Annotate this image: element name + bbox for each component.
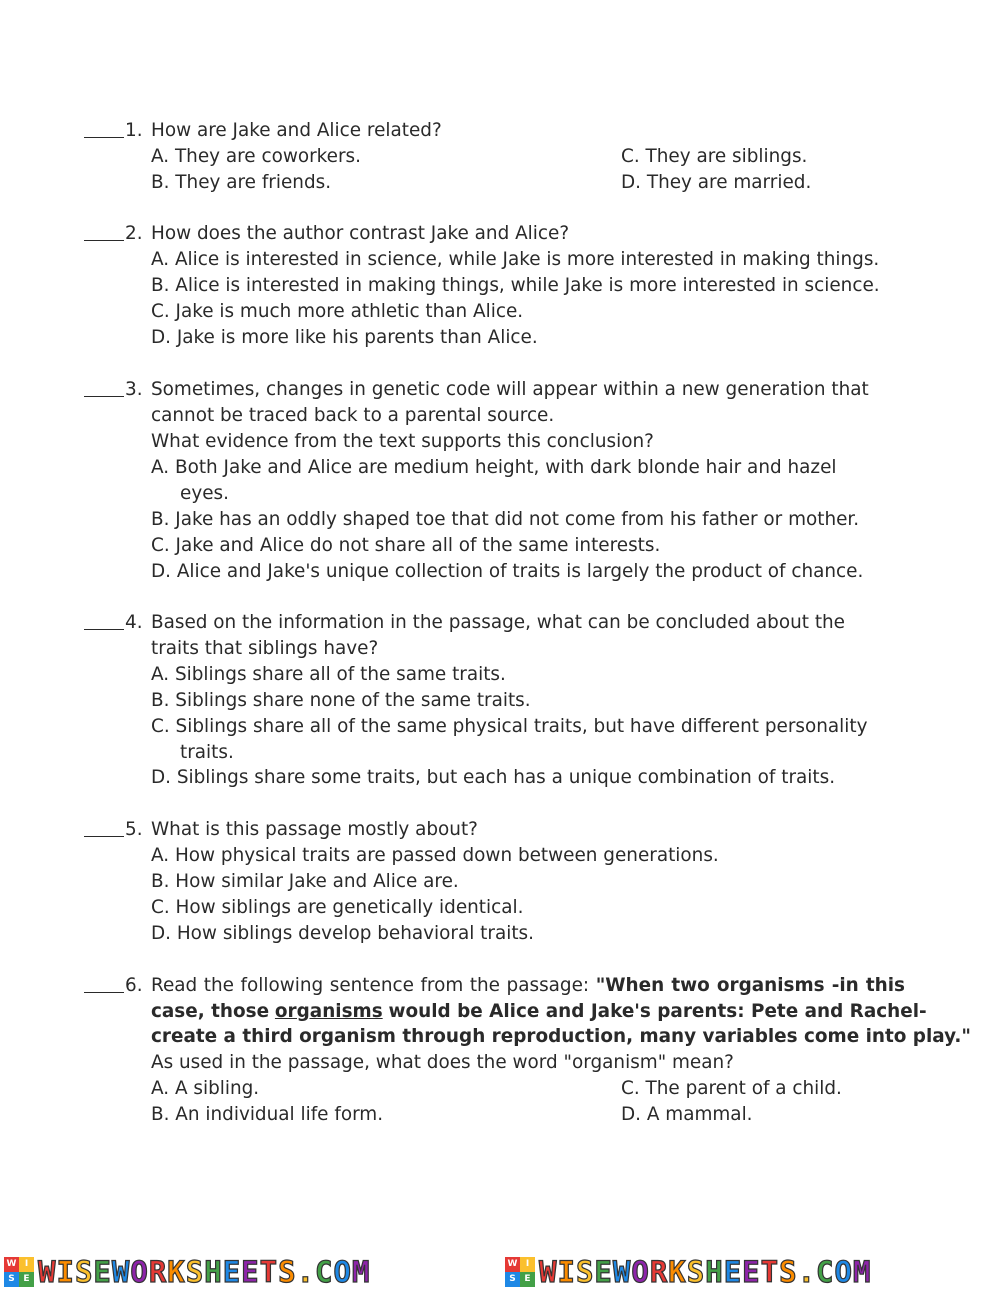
logo-squares-icon: W I S E [4, 1257, 34, 1287]
brand-letter: . [797, 1255, 817, 1289]
answer-blank-1[interactable] [84, 118, 124, 138]
option-d[interactable]: D. How siblings develop behavioral traits. [151, 923, 534, 944]
footer-watermark [0, 1254, 1000, 1290]
question-stem: Sometimes, changes in genetic code will appear within a new generation that [151, 379, 869, 400]
brand-letter: S [779, 1255, 798, 1289]
option-c[interactable]: C. How siblings are genetically identical. [151, 897, 524, 918]
quoted-sentence-line3: create a third organism through reproduction, many variables come into play." [151, 1026, 971, 1047]
question-number: 5. [125, 819, 143, 840]
option-a[interactable]: A. Alice is interested in science, while Jake is more interested in making things. [151, 249, 880, 270]
brand-letter: E [93, 1255, 112, 1289]
answer-blank-6[interactable] [84, 973, 124, 993]
brand-letter: W [111, 1255, 131, 1289]
option-b[interactable]: B. Alice is interested in making things, while Jake is more interested in science. [151, 275, 880, 296]
option-b[interactable]: B. They are friends. [151, 172, 332, 193]
option-a[interactable]: A. How physical traits are passed down between generations. [151, 845, 719, 866]
brand-letter: S [278, 1255, 297, 1289]
question-stem: What is this passage mostly about? [151, 819, 478, 840]
brand-logo-right [505, 1254, 871, 1290]
question-stem [151, 973, 905, 999]
option-d[interactable]: D. Alice and Jake's unique collection of traits is largely the product of chance. [151, 561, 864, 582]
brand-letter: S [575, 1255, 595, 1289]
brand-letter: O [631, 1255, 650, 1289]
option-b[interactable]: B. How similar Jake and Alice are. [151, 871, 459, 892]
brand-letter: H [204, 1255, 223, 1289]
answer-blank-3[interactable] [84, 377, 124, 397]
option-c[interactable]: C. Jake is much more athletic than Alice. [151, 301, 524, 322]
brand-letter: R [148, 1255, 168, 1289]
question-stem-continued: traits that siblings have? [151, 638, 379, 659]
option-c-continued[interactable]: traits. [180, 742, 234, 763]
brand-text [38, 1255, 370, 1289]
brand-letter: K [167, 1255, 186, 1289]
option-b[interactable]: B. Jake has an oddly shaped toe that did not come from his father or mother. [151, 509, 860, 530]
brand-letter: W [38, 1255, 57, 1289]
brand-letter: R [649, 1255, 669, 1289]
option-a[interactable]: A. Siblings share all of the same traits. [151, 664, 506, 685]
brand-letter: M [852, 1255, 872, 1289]
quoted-sentence: "When two organisms -in this [595, 975, 905, 996]
option-a-continued[interactable]: eyes. [180, 483, 229, 504]
brand-letter: C [816, 1255, 835, 1289]
brand-letter: E [222, 1255, 242, 1289]
brand-letter: T [259, 1255, 279, 1289]
option-c[interactable]: C. Jake and Alice do not share all of the same interests. [151, 535, 661, 556]
question-stem-continued: cannot be traced back to a parental source. [151, 405, 555, 426]
brand-letter: S [185, 1255, 205, 1289]
question-number: 3. [125, 379, 143, 400]
brand-letter: W [612, 1255, 632, 1289]
brand-letter: W [539, 1255, 558, 1289]
brand-letter: . [296, 1255, 316, 1289]
underlined-word: organisms [274, 1001, 383, 1022]
option-d[interactable]: D. They are married. [621, 172, 812, 193]
question-prompt: What evidence from the text supports this conclusion? [151, 431, 654, 452]
option-d[interactable]: D. A mammal. [621, 1104, 753, 1125]
brand-letter: S [74, 1255, 94, 1289]
brand-letter: T [760, 1255, 780, 1289]
option-b[interactable]: B. Siblings share none of the same traits. [151, 690, 531, 711]
option-d[interactable]: D. Jake is more like his parents than Alice. [151, 327, 538, 348]
brand-letter: S [686, 1255, 706, 1289]
question-intro: Read the following sentence from the passage: [151, 975, 590, 996]
option-c[interactable]: C. The parent of a child. [621, 1078, 842, 1099]
answer-blank-4[interactable] [84, 610, 124, 630]
option-b[interactable]: B. An individual life form. [151, 1104, 384, 1125]
question-number: 1. [125, 120, 143, 141]
answer-blank-5[interactable] [84, 817, 124, 837]
question-number: 2. [125, 223, 143, 244]
brand-letter: E [594, 1255, 613, 1289]
option-a[interactable]: A. A sibling. [151, 1078, 260, 1099]
brand-letter: O [130, 1255, 149, 1289]
brand-letter: E [723, 1255, 743, 1289]
answer-blank-2[interactable] [84, 221, 124, 241]
option-c[interactable]: C. Siblings share all of the same physical traits, but have different personality [151, 716, 868, 737]
option-a[interactable]: A. They are coworkers. [151, 146, 361, 167]
brand-logo-left [4, 1254, 370, 1290]
question-stem: Based on the information in the passage, what can be concluded about the [151, 612, 845, 633]
brand-letter: O [834, 1255, 853, 1289]
option-d[interactable]: D. Siblings share some traits, but each has a unique combination of traits. [151, 767, 836, 788]
brand-letter: E [241, 1255, 260, 1289]
brand-letter: I [557, 1255, 576, 1289]
brand-letter: O [333, 1255, 352, 1289]
question-stem: How are Jake and Alice related? [151, 120, 442, 141]
brand-letter: E [742, 1255, 761, 1289]
option-c[interactable]: C. They are siblings. [621, 146, 808, 167]
brand-letter: M [351, 1255, 371, 1289]
logo-squares-icon: W I S E [505, 1257, 535, 1287]
question-prompt: As used in the passage, what does the word "organism" mean? [151, 1052, 734, 1073]
option-a[interactable]: A. Both Jake and Alice are medium height, with dark blonde hair and hazel [151, 457, 837, 478]
brand-letter: C [315, 1255, 334, 1289]
brand-letter: I [56, 1255, 75, 1289]
question-stem: How does the author contrast Jake and Alice? [151, 223, 570, 244]
brand-text [539, 1255, 871, 1289]
question-number: 6. [125, 975, 143, 996]
brand-letter: H [705, 1255, 724, 1289]
question-number: 4. [125, 612, 143, 633]
brand-letter: K [668, 1255, 687, 1289]
quoted-sentence-line2: case, those organisms would be Alice and Jake's parents: Pete and Rachel- [151, 1001, 927, 1022]
